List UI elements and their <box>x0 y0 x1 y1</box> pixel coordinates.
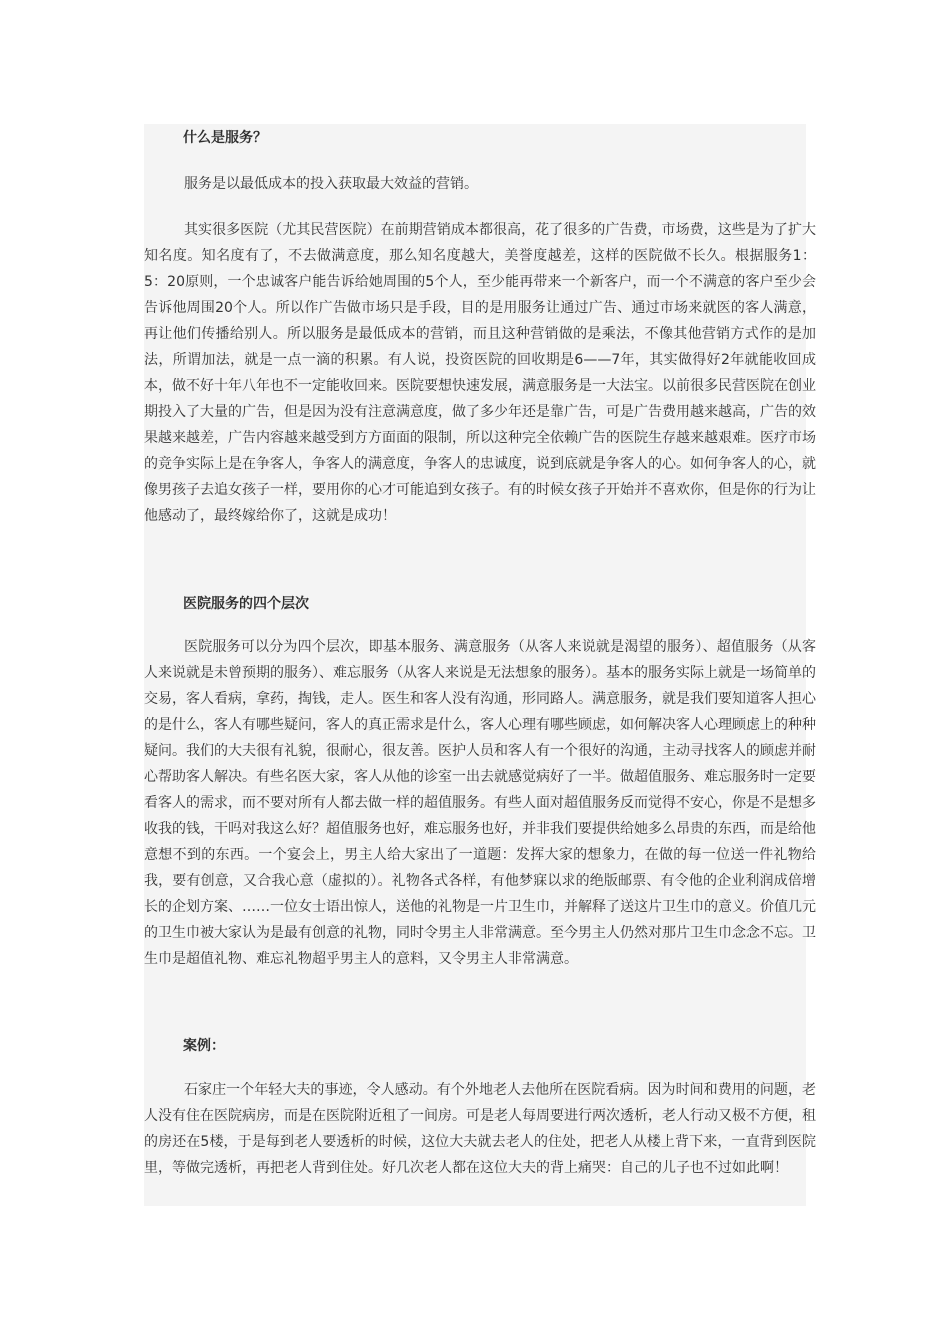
paragraph-service-marketing: 其实很多医院（尤其民营医院）在前期营销成本都很高，花了很多的广告费，市场费，这些是为了扩大知名度。知名度有了，不去做满意度，那么知名度越大，美誉度越差，这样的医院做不长久。根据服务1：5：20原则，一个忠诚客户能告诉给她周围的5个人，至少能再带来一个新客户，而一个不满意的客户至少会告诉他周围20个人。所以作广告做市场只是手段，目的是用服务让通过广告、通过市场来就医的客人满意，再让他们传播给别人。所以服务是最低成本的营销，而且这种营销做的是乘法，不像其他营销方式作的是加法，所谓加法，就是一点一滴的积累。有人说，投资医院的回收期是6——7年，其实做得好2年就能收回成本，做不好十年八年也不一定能收回来。医院要想快速发展，满意服务是一大法宝。以前很多民营医院在创业期投入了大量的广告，但是因为没有注意满意度，做了多少年还是靠广告，可是广告费用越来越高，广告的效果越来越差，广告内容越来越受到方方面面的限制，所以这种完全依赖广告的医院生存越来越艰难。医疗市场的竞争实际上是在争客人，争客人的满意度，争客人的忠诚度，说到底就是争客人的心。如何争客人的心，就像男孩子去追女孩子一样，要用你的心才可能追到女孩子。有的时候女孩子开始并不喜欢你，但是你的行为让他感动了，最终嫁给你了，这就是成功！ <box>144 222 816 524</box>
paragraph-four-levels: 医院服务可以分为四个层次，即基本服务、满意服务（从客人来说就是渴望的服务）、超值服务（从客人来说就是未曾预期的服务）、难忘服务（从客人来说是无法想象的服务）。基本的服务实际上就是一场简单的交易，客人看病，拿药，掏钱，走人。医生和客人没有沟通，形同路人。满意服务，就是我们要知道客人担心的是什么，客人有哪些疑问，客人的真正需求是什么，客人心理有哪些顾虑，如何解决客人心理顾虑上的种种疑问。我们的大夫很有礼貌，很耐心，很友善。医护人员和客人有一个很好的沟通，主动寻找客人的顾虑并耐心帮助客人解决。有些名医大家，客人从他的诊室一出去就感觉病好了一半。做超值服务、难忘服务时一定要看客人的需求，而不要对所有人都去做一样的超值服务。有些人面对超值服务反而觉得不安心，你是不是想多收我的钱，干吗对我这么好？超值服务也好，难忘服务也好，并非我们要提供给她多么昂贵的东西，而是给他意想不到的东西。一个宴会上，男主人给大家出了一道题：发挥大家的想象力，在做的每一位送一件礼物给我，要有创意，又合我心意（虚拟的）。礼物各式各样，有他梦寐以求的绝版邮票、有令他的企业利润成倍增长的企划方案、……一位女士语出惊人，送他的礼物是一片卫生巾，并解释了送这片卫生巾的意义。价值几元的卫生巾被大家认为是最有创意的礼物，同时令男主人非常满意。至今男主人仍然对那片卫生巾念念不忘。卫生巾是超值礼物、难忘礼物超乎男主人的意料，又令男主人非常满意。 <box>144 639 816 967</box>
section-heading-what-is-service: 什么是服务？ <box>183 130 267 146</box>
paragraph-service-definition: 服务是以最低成本的投入获取最大效益的营销。 <box>184 176 478 192</box>
paragraph-case-story: 石家庄一个年轻大夫的事迹，令人感动。有个外地老人去他所在医院看病。因为时间和费用的问题，老人没有住在医院病房，而是在医院附近租了一间房。可是老人每周要进行两次透析，老人行动又极不方便，租的房还在5楼，于是每到老人要透析的时候，这位大夫就去老人的住处，把老人从楼上背下来，一直背到医院里，等做完透析，再把老人背到住处。好几次老人都在这位大夫的背上痛哭：自己的儿子也不过如此啊！ <box>144 1082 816 1176</box>
section-heading-case: 案例： <box>183 1038 225 1054</box>
section-heading-four-levels: 医院服务的四个层次 <box>183 596 309 612</box>
